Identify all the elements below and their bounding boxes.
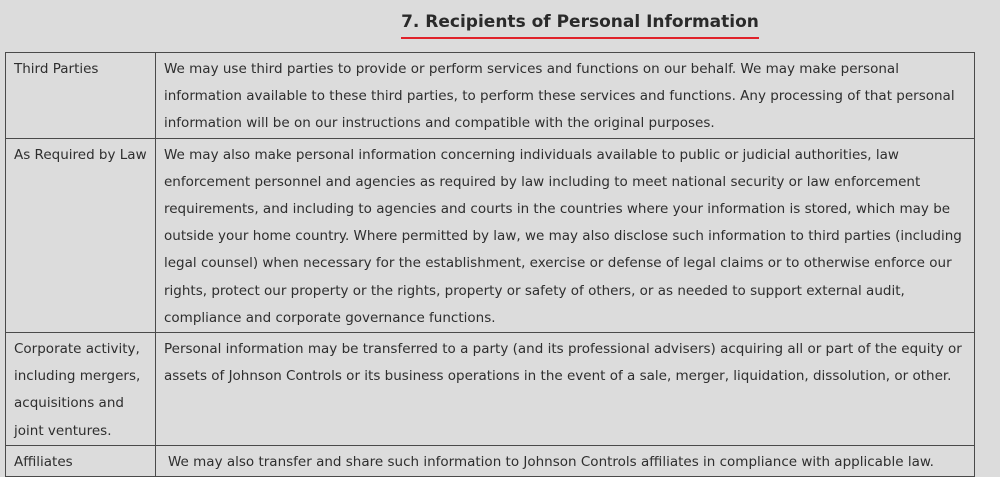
description-cell: We may also make personal information concerning individuals available to public or judicial authorities, law enforcement personnel and agencies as required by law including to meet national security or law enforcement requirements, and including to agencies and courts in the countries where your information is stored, which may be outside your home country. Where permitted by law, we may also disclose such information to third parties (including legal counsel) when necessary for the establishment, exercise or defense of legal claims or to otherwise enforce our rights, protect our property or the rights, property or safety of others, or as needed to support external audit, compliance and corporate governance functions. [156,138,975,332]
table-row-third-parties [6,53,975,139]
section-title: 7. Recipients of Personal Information [401,8,759,39]
description-cell: We may also transfer and share such information to Johnson Controls affiliates in compliance with applicable law. [156,445,975,476]
table-row-affiliates [6,445,975,476]
description-cell: Personal information may be transferred to a party (and its professional advisers) acquiring all or part of the equity or assets of Johnson Controls or its business operations in the event of a sale, merger, liquidation, dissolution, or other. [156,333,975,446]
description-cell: We may use third parties to provide or perform services and functions on our behalf. We may make personal information available to these third parties, to perform these services and functions. Any processing of that personal information will be on our instructions and compatible with the original purposes. [156,53,975,139]
category-cell: Third Parties [6,53,156,139]
category-cell: Corporate activity, including mergers, acquisitions and joint ventures. [6,333,156,446]
recipients-table [5,52,975,477]
category-cell: Affiliates [6,445,156,476]
table-row-corporate-activity [6,333,975,446]
category-cell: As Required by Law [6,138,156,332]
table-row-required-by-law [6,138,975,332]
section-title-wrapper [0,8,1000,39]
